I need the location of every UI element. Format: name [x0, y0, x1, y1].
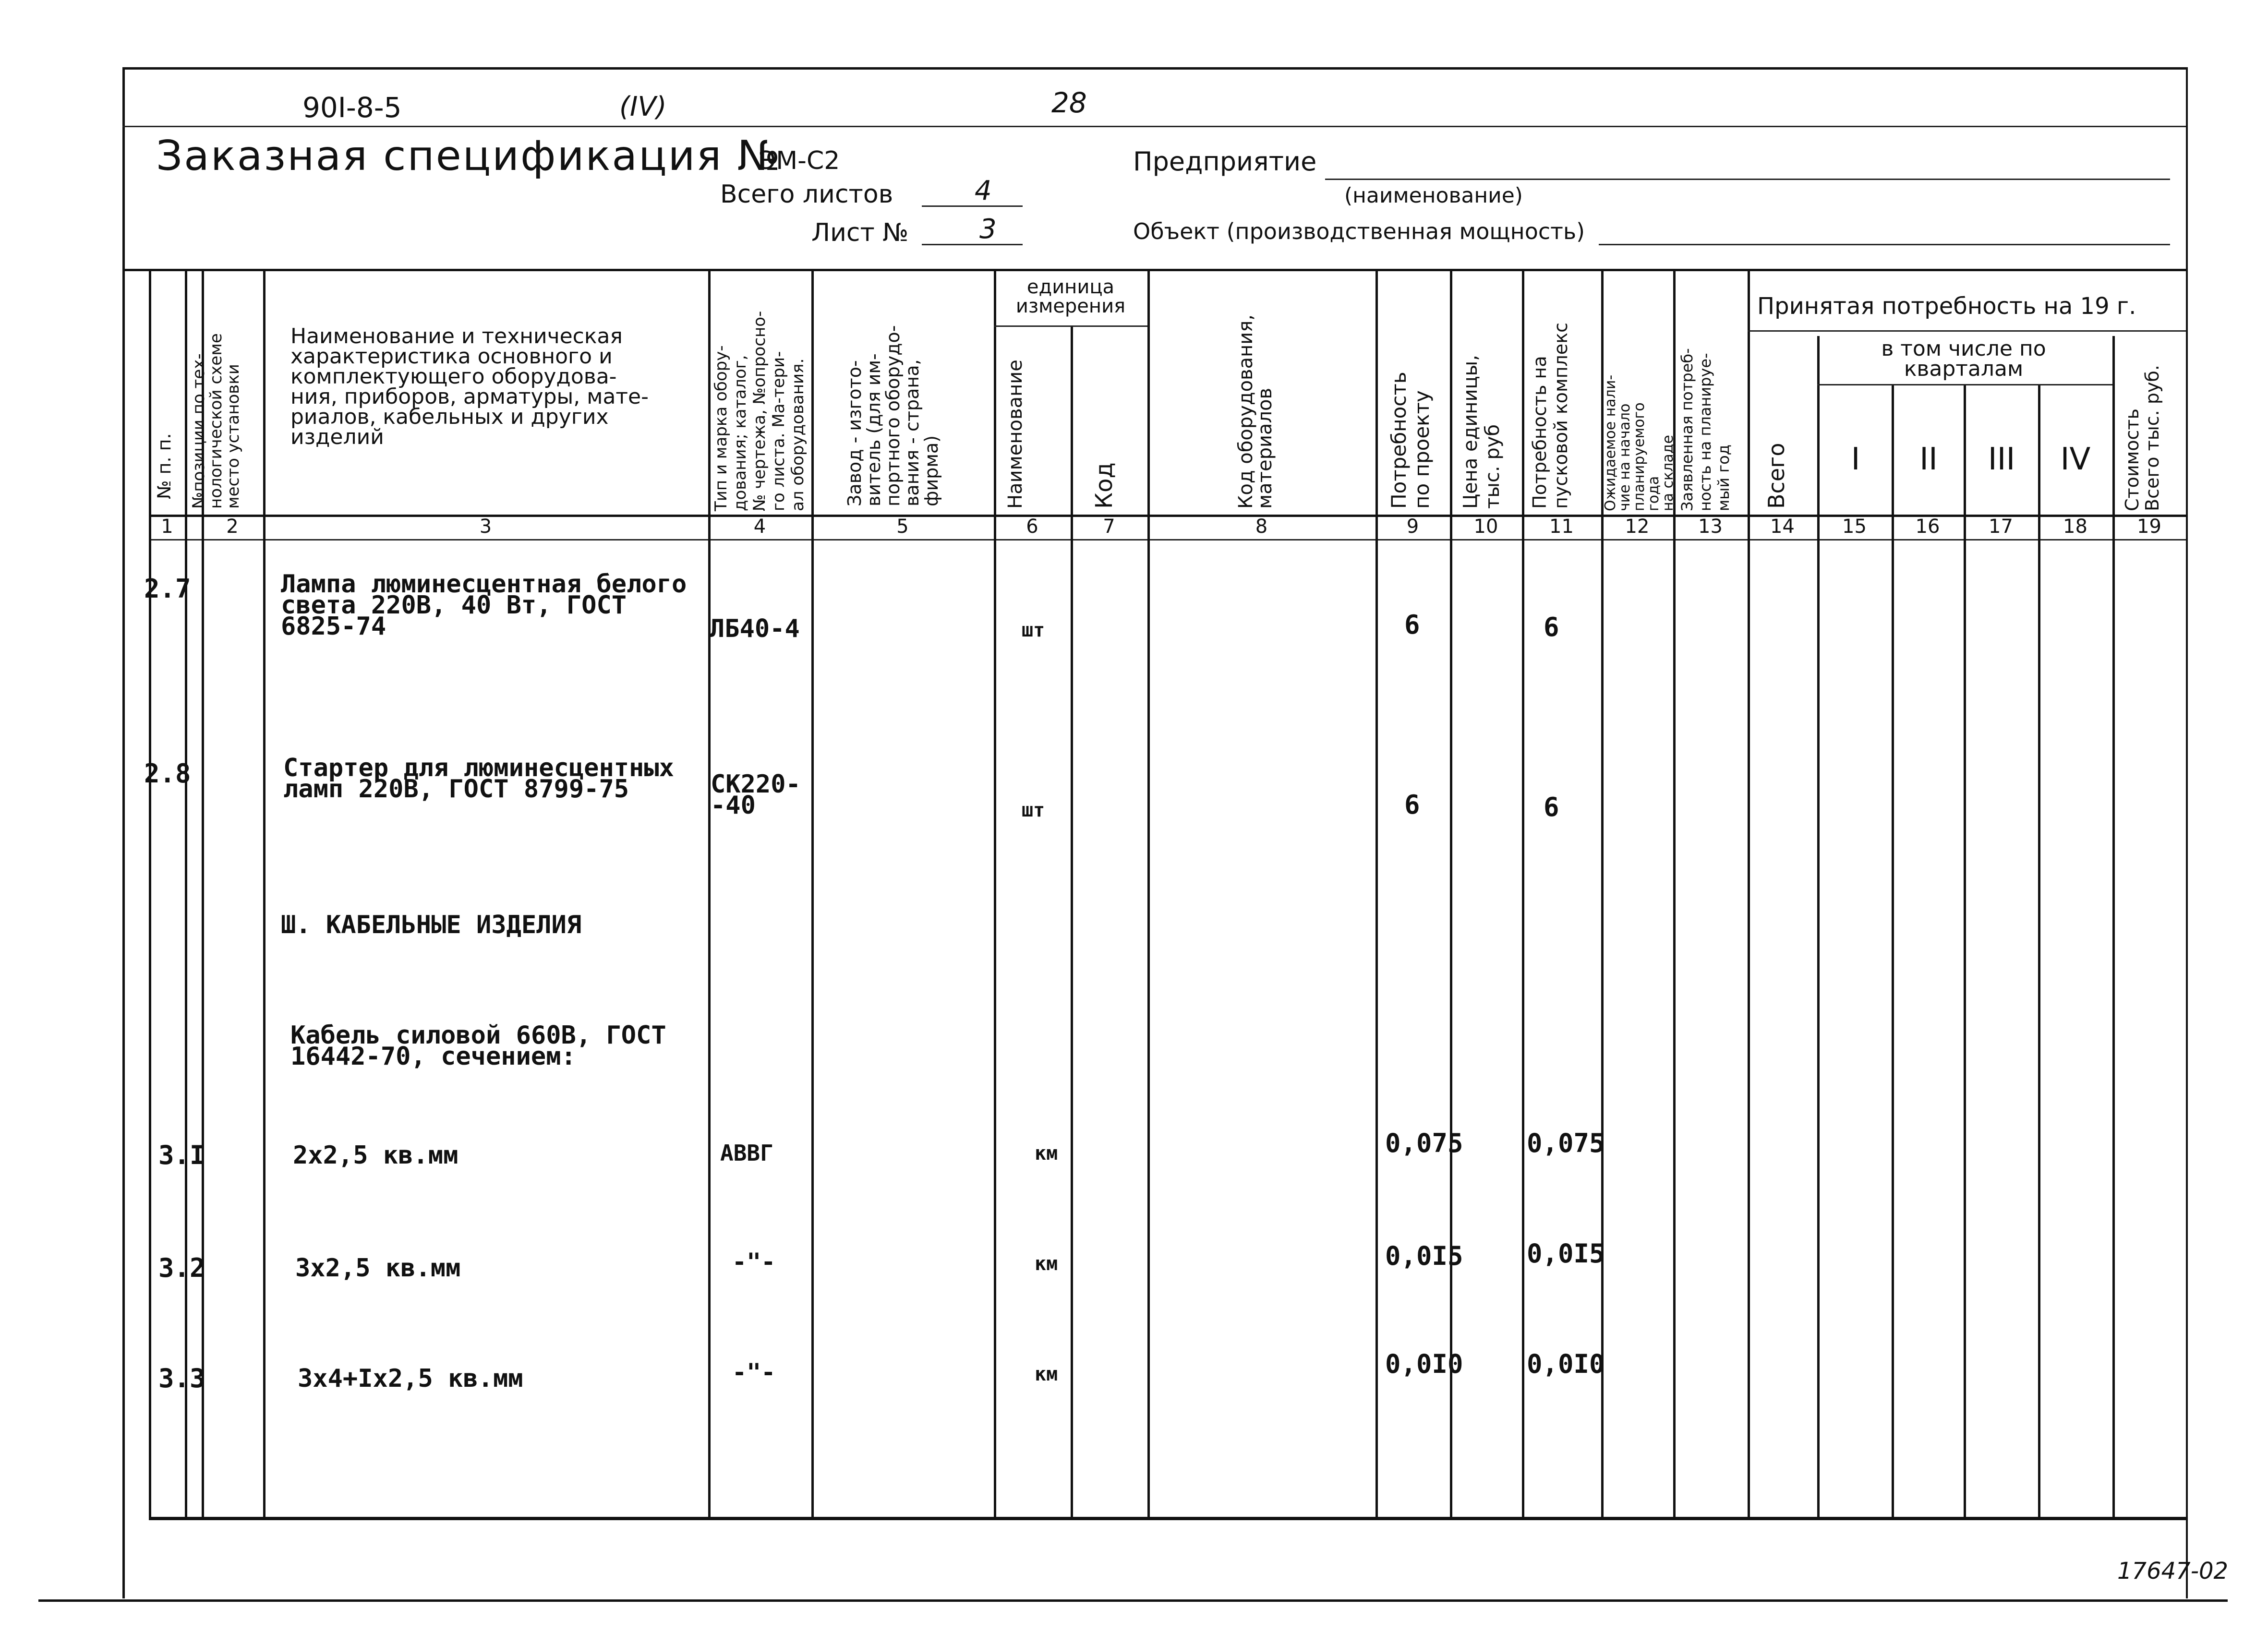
- row-need-project: 6: [1404, 610, 1420, 640]
- col-line-t: [2112, 336, 2115, 1517]
- row-need-project: 0,0I0: [1385, 1349, 1463, 1379]
- col10-header: Цена единицы, тыс. руб: [1460, 355, 1504, 509]
- col-line-h: [1071, 326, 1073, 1517]
- col6-header: Наименование: [1004, 360, 1026, 509]
- row-type: ЛБ40-4: [710, 614, 800, 643]
- colnum-4: 4: [753, 516, 766, 538]
- col-line-l: [1522, 269, 1524, 1517]
- row-unit: км: [1035, 1142, 1058, 1165]
- col-line-d: [263, 269, 265, 1517]
- colnum-14: 14: [1770, 516, 1795, 538]
- row-name: Лампа люминесцентная белого света 220В, 40 Вт, ГОСТ 6825-74: [281, 570, 687, 641]
- quarters-line: [1817, 384, 2112, 385]
- col-line-a: [149, 269, 151, 1520]
- row-name: 2х2,5 кв.мм: [293, 1141, 458, 1170]
- row-need-start: 0,075: [1527, 1128, 1605, 1158]
- col-line-b: [185, 269, 187, 1517]
- col11-header: Потребность на пусковой комплекс: [1529, 322, 1571, 509]
- sheet-underline: [922, 244, 1023, 245]
- row-name: 3х2,5 кв.мм: [295, 1254, 461, 1283]
- table-top-line: [122, 269, 2186, 271]
- col7-header: Код: [1091, 462, 1118, 509]
- row-need-start: 0,0I0: [1527, 1349, 1605, 1379]
- table-bottom-line: [149, 1517, 2186, 1520]
- row-num: 3.2: [158, 1253, 205, 1283]
- row-type: -"-: [732, 1358, 776, 1386]
- archive-stamp: 17647-02: [2117, 1558, 2229, 1585]
- row-name: Стартер для люминесцентных ламп 220В, ГОСТ 8799-75: [283, 754, 674, 804]
- total-sheets-value: 4: [975, 175, 992, 206]
- col-line-o: [1748, 269, 1750, 1517]
- row-type: АВВГ: [720, 1140, 773, 1166]
- enterprise-label: Предприятие: [1133, 146, 1317, 177]
- quarter-2-header: II: [1919, 442, 1938, 477]
- row-unit: км: [1035, 1363, 1058, 1385]
- col12-header: Ожидаемое нали- чие на начало планируемого года на складе: [1602, 374, 1677, 511]
- row-num: 3.3: [158, 1363, 205, 1393]
- row-type: СК220- -40: [711, 770, 801, 820]
- col2-header: №позиции по тех- нологической схеме место установки: [189, 333, 243, 509]
- total-sheets-underline: [922, 205, 1023, 207]
- colnum-7: 7: [1103, 516, 1115, 538]
- quarter-1-header: I: [1851, 442, 1860, 477]
- colnum-12: 12: [1625, 516, 1650, 538]
- unit-group-line: [994, 325, 1147, 327]
- number-row-bottom-line: [149, 539, 2186, 540]
- object-label: Объект (производственная мощность): [1133, 218, 1585, 244]
- colnum-8: 8: [1255, 516, 1268, 538]
- colnum-19: 19: [2137, 516, 2161, 538]
- accepted-line: [1748, 330, 2186, 332]
- col-line-k: [1450, 269, 1452, 1517]
- quarters-header: в том числе по кварталам: [1881, 336, 2046, 381]
- colnum-17: 17: [1989, 516, 2013, 538]
- colnum-9: 9: [1406, 516, 1419, 538]
- frame-left-line: [122, 67, 125, 1598]
- row-name: 3х4+Iх2,5 кв.мм: [298, 1364, 523, 1393]
- enterprise-underline: [1325, 179, 2170, 180]
- col-line-s: [2038, 384, 2040, 1517]
- colnum-11: 11: [1549, 516, 1574, 538]
- colnum-10: 10: [1473, 516, 1498, 538]
- row-need-project: 6: [1404, 790, 1420, 820]
- quarter-4-header: IV: [2060, 442, 2091, 477]
- sheet-label: Лист №: [811, 218, 909, 247]
- colnum-3: 3: [479, 516, 492, 538]
- total-sheets-label: Всего листов: [720, 180, 893, 209]
- row-num: 3.I: [158, 1140, 205, 1170]
- col-line-e: [708, 269, 711, 1517]
- colnum-15: 15: [1842, 516, 1867, 538]
- col4-header: Тип и марка обору- дования; каталог, № чертежа, №опросно- го листа. Ма-тери- ал оборудования.: [712, 311, 808, 511]
- colnum-16: 16: [1915, 516, 1940, 538]
- col13-header: Заявленная потреб- ность на планируе- мый год: [1678, 348, 1733, 511]
- row-need-project: 0,0I5: [1385, 1241, 1463, 1271]
- row-num: 2.7: [144, 574, 191, 604]
- col14-header: Всего: [1763, 443, 1789, 509]
- frame-top-line: [122, 67, 2187, 70]
- spec-number: ЭМ-С2: [759, 146, 840, 175]
- row-num: 2.8: [144, 758, 191, 789]
- row-unit: км: [1035, 1253, 1058, 1275]
- colnum-13: 13: [1698, 516, 1723, 538]
- row-need-project: 0,075: [1385, 1128, 1463, 1158]
- col19-header: Стоимость Всего тыс. руб.: [2122, 365, 2163, 511]
- colnum-2: 2: [226, 516, 239, 538]
- page-number: 28: [1051, 86, 1087, 119]
- col8-header: Код оборудования, материалов: [1235, 314, 1276, 509]
- doc-code: 90I-8-5: [302, 91, 402, 124]
- col-line-i: [1147, 269, 1150, 1517]
- accepted-header: Принятая потребность на 19 г.: [1757, 293, 2136, 320]
- row-need-start: 6: [1544, 792, 1559, 822]
- row-type: -"-: [732, 1248, 776, 1276]
- col-line-p: [1817, 336, 1820, 1517]
- row-unit: шт: [1022, 619, 1045, 641]
- colnum-5: 5: [896, 516, 909, 538]
- sheet-value: 3: [979, 214, 997, 245]
- frame-right-line: [2186, 67, 2188, 1598]
- quarter-3-header: III: [1988, 442, 2015, 477]
- colnum-6: 6: [1026, 516, 1038, 538]
- row-unit: шт: [1022, 799, 1045, 821]
- enterprise-hint: (наименование): [1344, 183, 1523, 208]
- col-line-g: [994, 269, 996, 1517]
- col1-header: № п. п.: [154, 433, 175, 499]
- row-need-start: 6: [1544, 612, 1559, 642]
- header-strip-line: [122, 126, 2186, 127]
- col-line-f: [811, 269, 814, 1517]
- col-line-r: [1964, 384, 1966, 1517]
- unit-group-header: единица измерения: [1015, 276, 1126, 317]
- col5-header: Завод - изгото- витель (для им- портного оборудо- вания - страна, фирма): [844, 325, 942, 506]
- spec-title: Заказная спецификация №: [156, 132, 782, 180]
- doc-volume: (IV): [619, 91, 667, 122]
- col-line-j: [1375, 269, 1378, 1517]
- row-need-start: 0,0I5: [1527, 1238, 1605, 1269]
- object-underline: [1599, 244, 2170, 245]
- colnum-1: 1: [161, 516, 173, 538]
- col9-header: Потребность по проекту: [1387, 372, 1434, 509]
- col3-header: Наименование и техническая характеристика основного и комплектующего оборудова- ния, приборов, арматуры, мате- риалов, кабельных и других изделий: [290, 324, 649, 449]
- colnum-18: 18: [2063, 516, 2087, 538]
- col-line-q: [1892, 384, 1894, 1517]
- cable-intro: Кабель силовой 660В, ГОСТ 16442-70, сечением:: [290, 1021, 666, 1071]
- frame-bottom-line: [38, 1599, 2228, 1602]
- section-heading: Ш. КАБЕЛЬНЫЕ ИЗДЕЛИЯ: [281, 911, 582, 939]
